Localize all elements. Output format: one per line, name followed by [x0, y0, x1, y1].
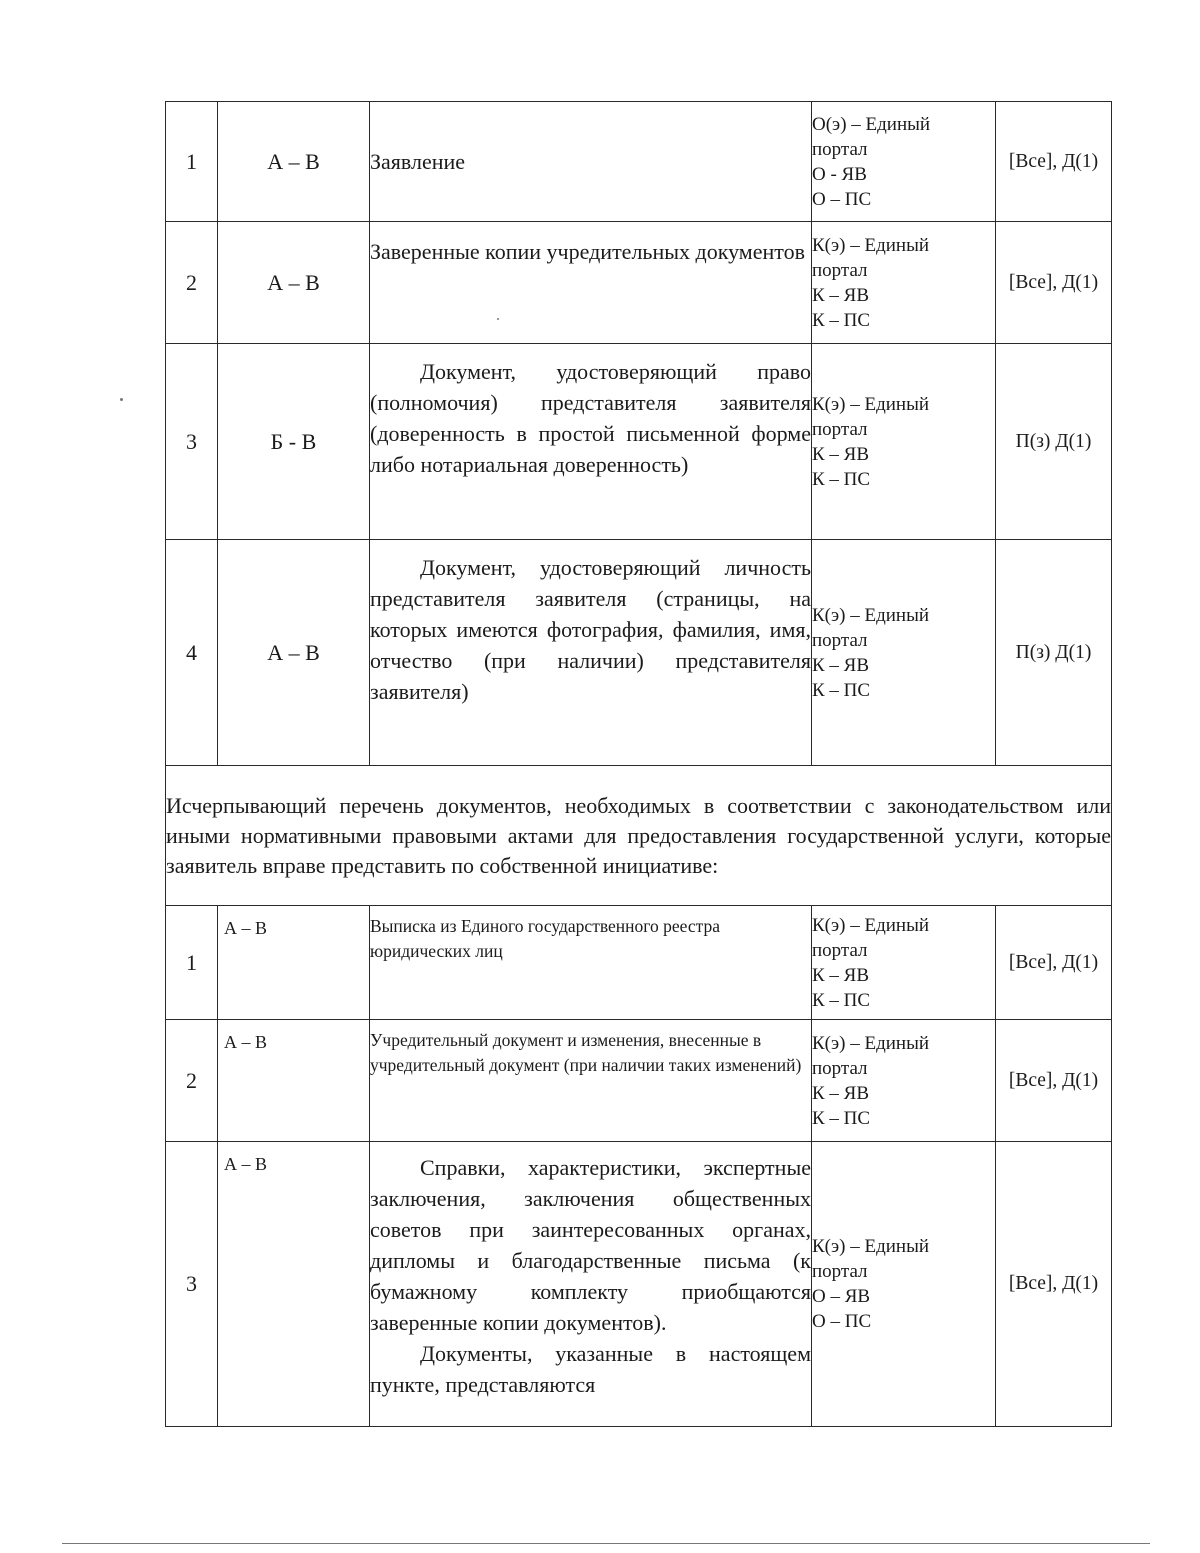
- applicant-category-code: А – В: [218, 540, 370, 766]
- result-code: [Все], Д(1): [996, 906, 1112, 1020]
- table-row: [166, 1142, 1112, 1427]
- scan-speck: [497, 318, 499, 320]
- submission-form: К(э) – Единый портал К – ЯВ К – ПС: [812, 222, 996, 344]
- table-row: [166, 102, 1112, 222]
- document-name: Заявление: [370, 102, 812, 222]
- result-code: [Все], Д(1): [996, 1142, 1112, 1427]
- applicant-category-code: А – В: [218, 1142, 370, 1427]
- documents-table: [165, 101, 1112, 1427]
- applicant-category-code: А – В: [218, 222, 370, 344]
- row-number: 2: [166, 1020, 218, 1142]
- document-name-text: Документ, удостоверяющий личность представителя заявителя (страницы, на которых имеются фотография, фамилия, имя, отчество (при наличии) представителя заявителя): [370, 555, 811, 704]
- result-code: [Все], Д(1): [996, 1020, 1112, 1142]
- row-number: 4: [166, 540, 218, 766]
- footer-rule: [62, 1543, 1150, 1544]
- result-code: П(з) Д(1): [996, 540, 1112, 766]
- submission-form: К(э) – Единый портал К – ЯВ К – ПС: [812, 1020, 996, 1142]
- document-name-paragraph: Справки, характеристики, экспертные заключения, заключения общественных советов при заинтересованных органах, дипломы и благодарственные письма (к бумажному комплекту приобщаются заверенные копии документов).: [370, 1155, 811, 1335]
- submission-form: К(э) – Единый портал К – ЯВ К – ПС: [812, 906, 996, 1020]
- document-name: [370, 540, 812, 766]
- applicant-category-code: Б - В: [218, 344, 370, 540]
- submission-form: О(э) – Единый портал О - ЯВ О – ПС: [812, 102, 996, 222]
- table-row: [166, 540, 1112, 766]
- row-number: 3: [166, 344, 218, 540]
- row-number: 2: [166, 222, 218, 344]
- result-code: П(з) Д(1): [996, 344, 1112, 540]
- applicant-category-code: А – В: [218, 1020, 370, 1142]
- document-name: [370, 1142, 812, 1427]
- section-heading: Исчерпывающий перечень документов, необходимых в соответствии с законодательством или иными нормативными правовыми актами для предоставления государственной услуги, которые заявитель вправе представить по собственной инициативе:: [166, 766, 1112, 906]
- document-name: Заверенные копии учредительных документов: [370, 222, 812, 344]
- document-name: Выписка из Единого государственного реестра юридических лиц: [370, 906, 812, 1020]
- row-number: 3: [166, 1142, 218, 1427]
- section-heading-row: [166, 766, 1112, 906]
- applicant-category-code: А – В: [218, 906, 370, 1020]
- applicant-category-code: А – В: [218, 102, 370, 222]
- table-row: [166, 222, 1112, 344]
- table-row: [166, 344, 1112, 540]
- row-number: 1: [166, 102, 218, 222]
- submission-form: К(э) – Единый портал К – ЯВ К – ПС: [812, 540, 996, 766]
- document-name: [370, 344, 812, 540]
- row-number: 1: [166, 906, 218, 1020]
- submission-form: К(э) – Единый портал К – ЯВ К – ПС: [812, 344, 996, 540]
- submission-form: К(э) – Единый портал О – ЯВ О – ПС: [812, 1142, 996, 1427]
- result-code: [Все], Д(1): [996, 102, 1112, 222]
- result-code: [Все], Д(1): [996, 222, 1112, 344]
- table-row: [166, 906, 1112, 1020]
- document-name-paragraph: Документы, указанные в настоящем пункте, представляются: [370, 1341, 811, 1397]
- document-name: Учредительный документ и изменения, внесенные в учредительный документ (при наличии таких изменений): [370, 1020, 812, 1142]
- document-name-text: Документ, удостоверяющий право (полномочия) представителя заявителя (доверенность в простой письменной форме либо нотариальная доверенность): [370, 359, 811, 477]
- table-row: [166, 1020, 1112, 1142]
- scan-speck: [120, 398, 123, 401]
